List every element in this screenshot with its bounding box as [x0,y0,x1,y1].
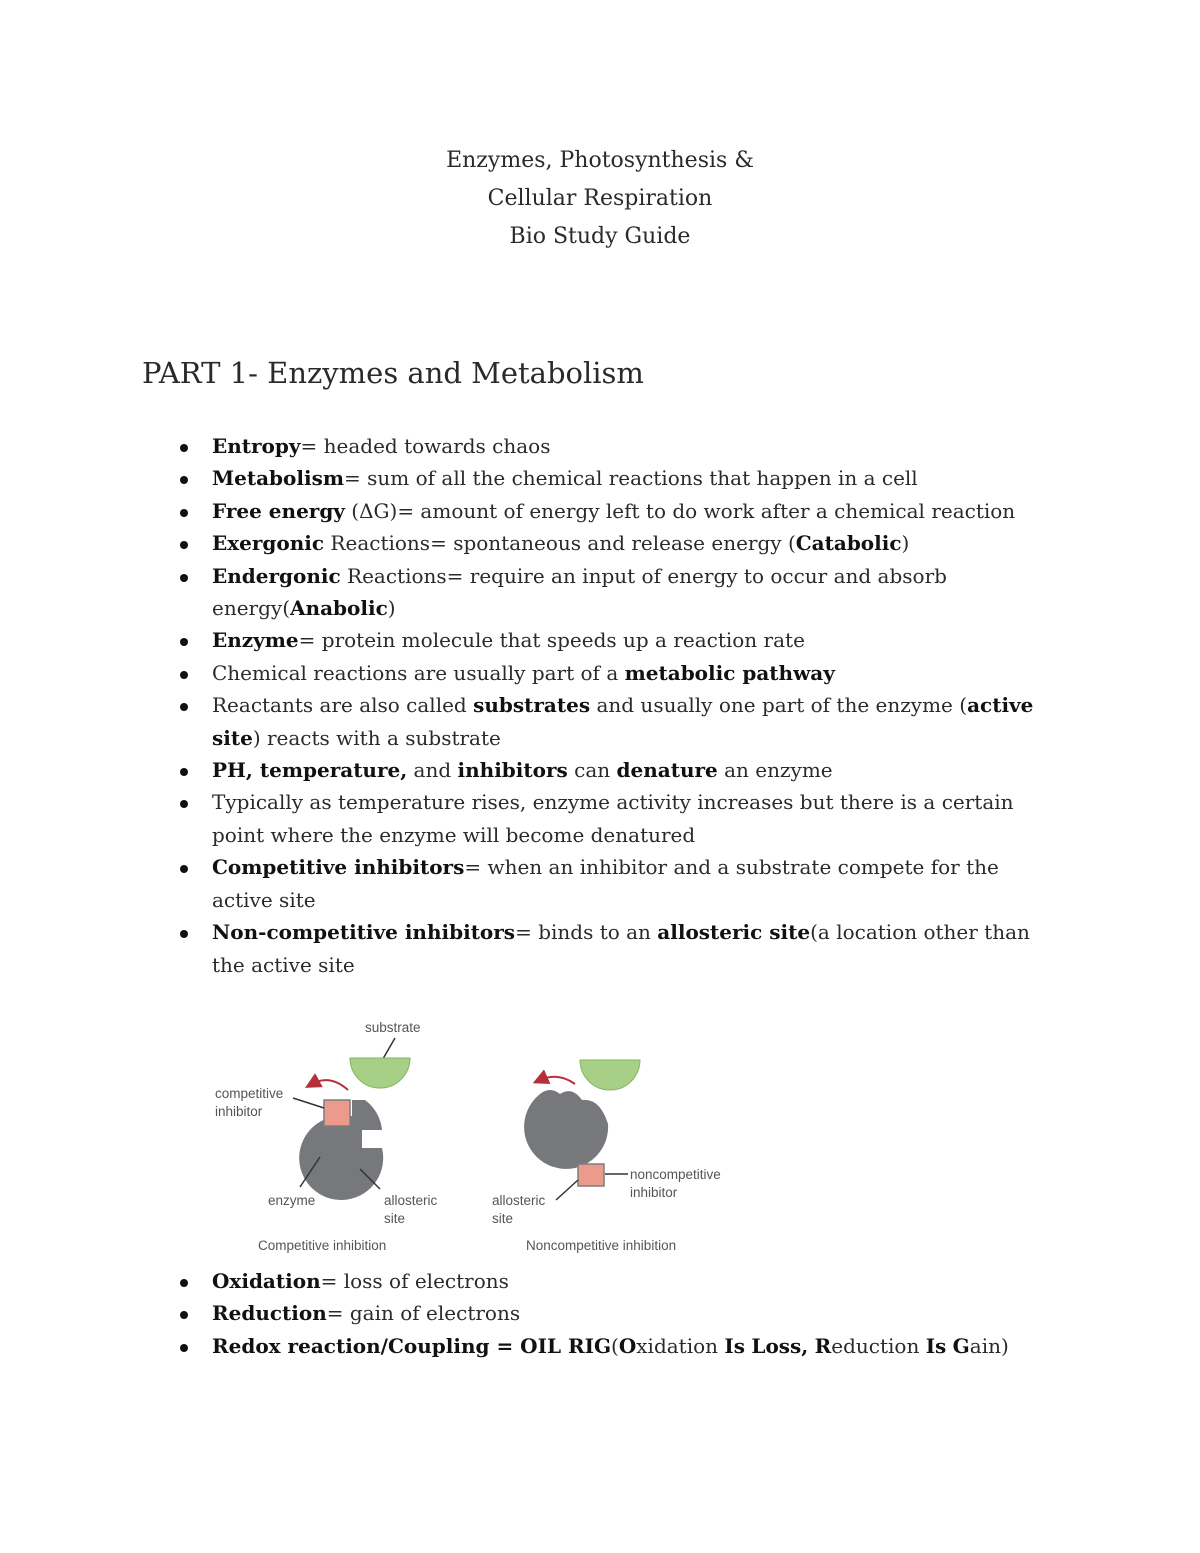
term: Metabolism [212,466,345,491]
list-item: Enzyme= protein molecule that speeds up a reaction rate [0,624,1052,656]
notes-list [0,430,1200,981]
document-title [0,142,1200,256]
list-item: Free energy (ΔG)= amount of energy left to do work after a chemical reaction [0,495,1052,527]
noncompetitive-inhibitor-shape [578,1164,604,1186]
competitive-label-2: inhibitor [215,1104,263,1119]
competitive-inhibitor-shape [324,1100,350,1126]
substrate-shape [580,1060,640,1090]
list-item: Exergonic Reactions= spontaneous and release energy (Catabolic) [0,527,1052,559]
list-item: Reactants are also called substrates and usually one part of the enzyme (active site) reacts with a substrate [0,689,1052,754]
list-item: Entropy= headed towards chaos [0,430,1052,462]
allosteric-label-b1: allosteric [492,1193,546,1208]
enzyme-shape [524,1090,608,1169]
substrate-shape [350,1058,410,1088]
term: Entropy [212,434,301,458]
term: Free energy [212,498,345,523]
inhibition-diagram-svg [200,1014,760,1259]
list-item: Non-competitive inhibitors= binds to an allosteric site(a location other than the active site [0,916,1052,981]
arrow-icon [540,1077,575,1084]
allosteric-label-b2: site [492,1211,514,1226]
title-line-3: Bio Study Guide [509,224,691,249]
caption-right: Noncompetitive inhibition [526,1238,677,1253]
term: Exergonic [212,531,325,556]
term: Oxidation [212,1269,321,1293]
inhibition-diagram [200,1014,760,1259]
term: Reduction [212,1301,327,1326]
list-item: Metabolism= sum of all the chemical reactions that happen in a cell [0,462,1052,494]
substrate-label: substrate [365,1020,421,1035]
section-heading: PART 1- Enzymes and Metabolism [142,356,644,390]
term: Competitive inhibitors [212,855,465,880]
term: Endergonic [212,563,341,588]
enzyme-label: enzyme [268,1193,316,1208]
notes-list-2 [0,1265,1200,1362]
term: Redox reaction/Coupling [212,1333,490,1358]
term: Non-competitive inhibitors [212,920,516,945]
allosteric-label-1: allosteric [384,1193,438,1208]
title-line-1: Enzymes, Photosynthesis & [446,148,754,173]
list-item: Chemical reactions are usually part of a metabolic pathway [0,657,1052,689]
noncomp-label-1: noncompetitive [630,1167,721,1182]
caption-left: Competitive inhibition [258,1238,387,1253]
arrow-icon [312,1080,348,1090]
list-item: Endergonic Reactions= require an input of energy to occur and absorb energy(Anabolic) [0,560,1052,625]
term: Enzyme [212,628,299,653]
title-line-2: Cellular Respiration [487,186,713,211]
competitive-label-1: competitive [215,1086,284,1101]
list-item: PH, temperature, and inhibitors can denature an enzyme [0,754,1052,786]
list-item: Redox reaction/Coupling = OIL RIG(Oxidation Is Loss, Reduction Is Gain) [0,1330,1052,1362]
allosteric-label-2: site [384,1211,406,1226]
list-item: Typically as temperature rises, enzyme activity increases but there is a certain point where the enzyme will become denatured [0,786,1052,851]
list-item: Competitive inhibitors= when an inhibitor and a substrate compete for the active site [0,851,1052,916]
noncomp-label-2: inhibitor [630,1185,678,1200]
list-item: Reduction= gain of electrons [0,1297,1052,1329]
list-item: Oxidation= loss of electrons [0,1265,1052,1297]
